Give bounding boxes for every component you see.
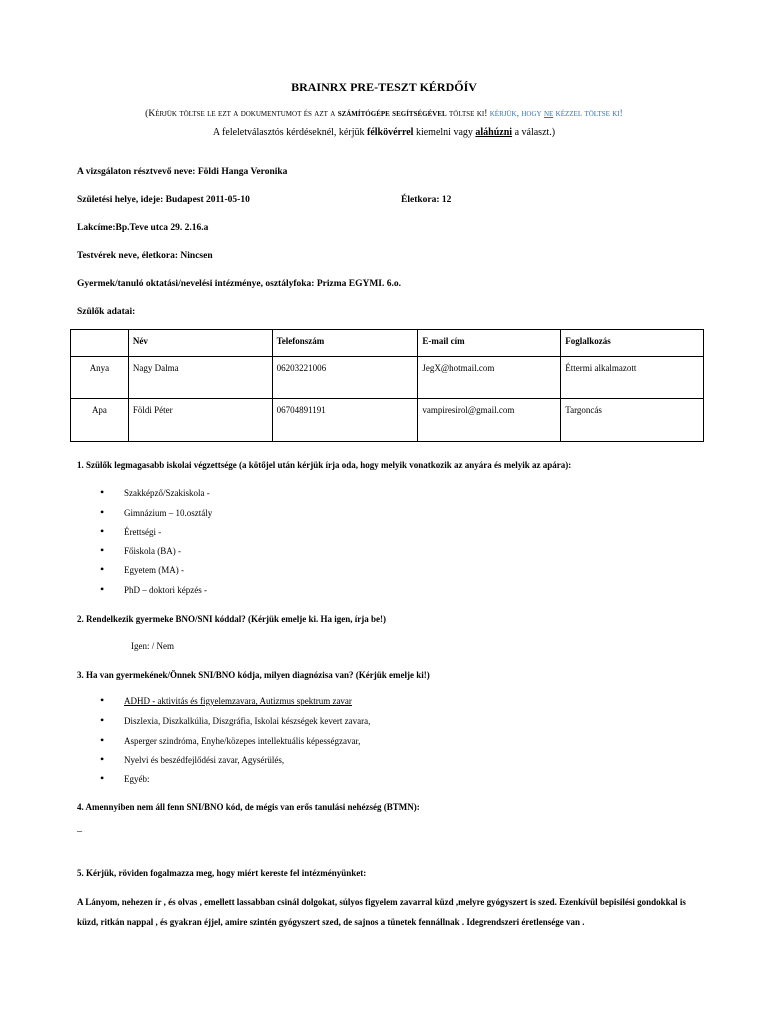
table-header-cell: E-mail cím [418, 330, 561, 357]
instr2-bold: félkövérrel [366, 127, 414, 138]
school-field: Gyermek/tanuló oktatási/nevelési intézménye, osztályfoka: Prizma EGYMI. 6.o. [77, 279, 402, 289]
participant-name-field: A vizsgálaton résztvevő neve: Földi Hanga Veronika [77, 167, 288, 177]
table-cell: vampiresirol@gmail.com [418, 399, 561, 442]
bullet-icon: • [100, 524, 105, 538]
instr2-bold-underline: aláhúzni [475, 127, 513, 138]
document-title: BRAINRX PRE-TESZT KÉRDŐÍV [291, 80, 477, 94]
table-header-row [71, 330, 704, 357]
parents-label: Szülők adatai: [77, 307, 136, 317]
table-row [71, 399, 704, 442]
table-cell: JegX@hotmail.com [418, 357, 561, 399]
table-cell-role: Anya [71, 357, 129, 399]
table-cell: 06203221006 [272, 357, 418, 399]
instr-text-2: töltse ki! [446, 109, 490, 119]
q5-answer: A Lányom, nehezen ír , és olvas , emellett lassabban csinál dolgokat, súlyos figyelem zavarral küzd ,melyre gyógyszert is szed. Ezenkívül bepisilési gondokkal is küzd, ritkán nappal , és gyakran éjjel, amire szintén gyógyszert szed, de sajnos a tünetek fennállnak . Idegrendszeri éretlensége van . [77, 897, 686, 927]
q3-option: Nyelvi és beszédfejlődési zavar, Agysérülés, [124, 755, 285, 765]
table-row [71, 357, 704, 399]
instructions-line-2 [0, 127, 768, 138]
instr-blue-2: kézzel töltse ki! [553, 109, 623, 119]
table-cell: 06704891191 [272, 399, 418, 442]
q2-answer: Igen: / Nem [131, 641, 174, 651]
age-field: Életkora: 12 [401, 195, 452, 205]
question-2: 2. Rendelkezik gyermeke BNO/SNI kóddal? (Kérjük emelje ki. Ha igen, írja be!) [77, 614, 386, 624]
table-header-cell: Név [128, 330, 272, 357]
q1-option: Érettségi - [124, 527, 162, 537]
bullet-icon: • [100, 713, 105, 727]
bullet-icon: • [100, 733, 105, 747]
q3-option: Egyéb: [124, 774, 150, 784]
q1-option: PhD – doktori képzés - [124, 585, 207, 595]
table-cell: Földi Péter [128, 399, 272, 442]
bullet-icon: • [100, 752, 105, 766]
q3-option: Asperger szindróma, Enyhe/közepes intellektuális képességzavar, [124, 736, 361, 746]
q4-answer: – [77, 826, 82, 837]
table-cell: Nagy Dalma [128, 357, 272, 399]
q3-option-1-rest: - aktivitás és figyelemzavara, Autizmus spektrum zavar [150, 696, 352, 706]
table-header-cell: Foglalkozás [561, 330, 704, 357]
q3-option-1 [124, 696, 352, 706]
bullet-icon: • [100, 485, 105, 499]
instr-text-1: (Kérjük töltse le ezt a dokumentumot és azt a [145, 109, 338, 119]
instr2-text-1: A feleletválasztós kérdéseknél, kérjük [212, 127, 367, 138]
instr-blue-1: kérjük, hogy [489, 109, 544, 119]
birth-field: Születési helye, ideje: Budapest 2011-05-10 [77, 195, 250, 205]
instr2-text-3: a választ.) [512, 127, 556, 138]
q1-option: Gimnázium – 10.osztály [124, 508, 213, 518]
instr2-text-2: kiemelni vagy [413, 127, 476, 138]
instr-bold-1: számítógépe segítségével [337, 109, 447, 119]
bullet-icon: • [100, 582, 105, 596]
bullet-icon: • [100, 693, 105, 707]
question-3: 3. Ha van gyermekének/Önnek SNI/BNO kódja, milyen diagnózisa van? (Kérjük emelje ki!) [77, 670, 430, 680]
siblings-field: Testvérek neve, életkora: Nincsen [77, 251, 213, 261]
question-1: 1. Szülők legmagasabb iskolai végzettsége (a kötőjel után kérjük írja oda, hogy melyik vonatkozik az anyára és melyik az apára): [77, 460, 572, 470]
bullet-icon: • [100, 562, 105, 576]
table-cell: Éttermi alkalmazott [561, 357, 704, 399]
bullet-icon: • [100, 543, 105, 557]
instr-blue-underline: ne [543, 109, 554, 119]
table-cell-role: Apa [71, 399, 129, 442]
parents-table [70, 329, 704, 442]
q1-option: Szakképző/Szakiskola - [124, 488, 210, 498]
q3-option: Diszlexia, Diszkalkúlia, Diszgráfia, Iskolai készségek kevert zavara, [124, 716, 371, 726]
q1-option: Főiskola (BA) - [124, 546, 181, 556]
bullet-icon: • [100, 771, 105, 785]
table-header-cell [71, 330, 129, 357]
instructions-line-1 [0, 109, 768, 119]
bullet-icon: • [100, 505, 105, 519]
adhd-underlined: ADHD [124, 696, 150, 706]
table-header-cell: Telefonszám [272, 330, 418, 357]
question-4: 4. Amennyiben nem áll fenn SNI/BNO kód, de mégis van erős tanulási nehézség (BTMN): [77, 802, 420, 812]
q1-option: Egyetem (MA) - [124, 565, 184, 575]
address-field: Lakcíme:Bp.Teve utca 29. 2.16.a [77, 223, 209, 233]
table-cell: Targoncás [561, 399, 704, 442]
question-5: 5. Kérjük, röviden fogalmazza meg, hogy miért kereste fel intézményünket: [77, 868, 367, 878]
